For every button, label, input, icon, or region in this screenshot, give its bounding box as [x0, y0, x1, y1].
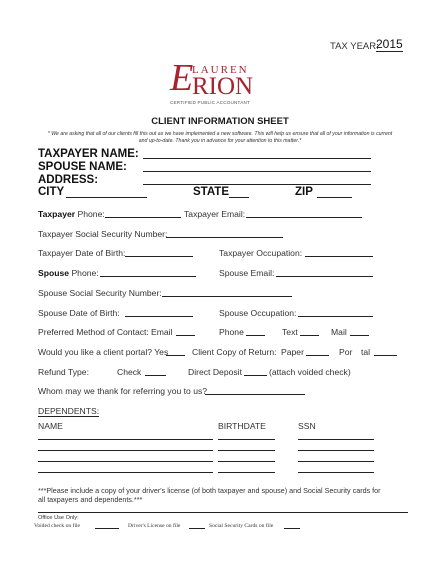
- taxpayer-email-field[interactable]: [246, 217, 362, 218]
- dependents-col-name: NAME: [38, 421, 63, 431]
- sheet-title: CLIENT INFORMATION SHEET: [151, 116, 289, 127]
- notice-line-1: * We are asking that all of our clients fill this out as we have implemented a new software. This will help us ensure that all of your information is current: [47, 131, 393, 137]
- contact-mail-label: Mail: [331, 327, 347, 337]
- dependents-col-ssn: SSN: [298, 421, 316, 431]
- spouse-ssn-field[interactable]: [162, 296, 292, 297]
- notice-line-2: and up-to-date. Thank you in advance for your attention to this matter.*: [138, 138, 302, 144]
- refund-check-field[interactable]: [145, 375, 166, 376]
- state-field[interactable]: [229, 197, 249, 198]
- portal-yes-field[interactable]: [166, 355, 185, 356]
- logo-subtitle: CERTIFIED PUBLIC ACCOUNTANT: [170, 100, 251, 105]
- spouse-bold-label: Spouse: [38, 268, 70, 278]
- footer-note-line-1: ***Please include a copy of your driver's license (of both taxpayer and spouse) and Social Security cards for: [38, 486, 381, 495]
- taxpayer-name-field[interactable]: [143, 158, 371, 159]
- contact-email-label: Email: [151, 327, 173, 337]
- taxpayer-name-label: TAXPAYER NAME:: [38, 148, 139, 160]
- refund-attach-label: (attach voided check): [269, 367, 351, 377]
- dependent-row-3-birthdate[interactable]: [218, 461, 275, 462]
- spouse-phone-label: Phone:: [71, 268, 99, 278]
- state-label: STATE: [193, 186, 229, 198]
- city-label: CITY: [38, 186, 65, 198]
- spouse-email-label: Spouse Email:: [219, 268, 275, 278]
- contact-phone-field[interactable]: [246, 335, 265, 336]
- drivers-license-field[interactable]: [189, 528, 205, 529]
- copy-of-return-label: Client Copy of Return:: [192, 347, 277, 357]
- taxpayer-email-label: Taxpayer Email:: [184, 209, 246, 219]
- address-field[interactable]: [143, 184, 371, 185]
- dependents-heading: DEPENDENTS:: [38, 406, 100, 416]
- spouse-dob-field[interactable]: [125, 316, 193, 317]
- refund-check-label: Check: [117, 367, 142, 377]
- ss-cards-label: Social Security Cards on file: [209, 523, 274, 529]
- spouse-phone-field[interactable]: [100, 276, 196, 277]
- drivers-license-label: Driver's License on file: [128, 523, 181, 529]
- dependent-row-2-ssn[interactable]: [298, 450, 374, 451]
- spouse-email-field[interactable]: [276, 276, 373, 277]
- taxpayer-phone-label: Phone:: [77, 209, 105, 219]
- footer-note-line-2: all taxpayers and dependents.***: [38, 495, 143, 504]
- dependent-row-4-ssn[interactable]: [298, 472, 374, 473]
- dependent-row-1-ssn[interactable]: [298, 439, 374, 440]
- spouse-occupation-label: Spouse Occupation:: [219, 308, 297, 318]
- spouse-phone-row: [38, 268, 99, 278]
- ss-cards-field[interactable]: [284, 528, 300, 529]
- voided-check-field[interactable]: [95, 528, 119, 529]
- contact-email-field[interactable]: [176, 335, 195, 336]
- dependent-row-1-name[interactable]: [38, 439, 213, 440]
- spouse-occupation-field[interactable]: [298, 316, 373, 317]
- dependents-col-birthdate: BIRTHDATE: [218, 421, 266, 431]
- city-field[interactable]: [66, 197, 147, 198]
- dependent-row-1-birthdate[interactable]: [218, 439, 275, 440]
- logo-letter-e: E: [170, 57, 194, 99]
- taxpayer-ssn-field[interactable]: [166, 237, 283, 238]
- dependent-row-3-ssn[interactable]: [298, 461, 374, 462]
- dependent-row-2-birthdate[interactable]: [218, 450, 275, 451]
- tax-year-value: 2015: [376, 37, 403, 51]
- voided-check-label: Voided check on file: [34, 523, 81, 529]
- taxpayer-phone-field[interactable]: [105, 217, 181, 218]
- refund-direct-label: Direct Deposit: [188, 367, 242, 377]
- address-label: ADDRESS:: [38, 174, 99, 186]
- taxpayer-occupation-field[interactable]: [305, 256, 373, 257]
- copy-paper-field[interactable]: [306, 355, 329, 356]
- zip-label: ZIP: [295, 186, 313, 198]
- taxpayer-phone-row: [38, 209, 105, 219]
- copy-portal-label-a: Por: [339, 347, 353, 357]
- contact-mail-field[interactable]: [350, 335, 369, 336]
- copy-portal-label-b: tal: [361, 347, 371, 357]
- spouse-dob-label: Spouse Date of Birth:: [38, 308, 120, 318]
- contact-text-field[interactable]: [300, 335, 319, 336]
- zip-field[interactable]: [317, 197, 352, 198]
- portal-question-label: Would you like a client portal? Yes: [38, 347, 169, 357]
- logo-first-name: LAUREN: [192, 64, 249, 76]
- office-use-divider: [38, 512, 408, 513]
- tax-year-label: TAX YEAR:: [330, 41, 379, 52]
- contact-text-label: Text: [282, 327, 298, 337]
- logo-last-name: RION: [192, 73, 254, 100]
- spouse-name-field[interactable]: [143, 171, 371, 172]
- taxpayer-occupation-label: Taxpayer Occupation:: [219, 248, 303, 258]
- dependent-row-4-birthdate[interactable]: [218, 472, 275, 473]
- dependent-row-4-name[interactable]: [38, 472, 213, 473]
- taxpayer-ssn-label: Taxpayer Social Security Number:: [38, 229, 168, 239]
- refund-type-label: Refund Type:: [38, 367, 89, 377]
- contact-method-label: Preferred Method of Contact:: [38, 327, 149, 337]
- dependent-row-2-name[interactable]: [38, 450, 213, 451]
- office-use-label: Office Use Only:: [38, 515, 79, 521]
- refund-direct-field[interactable]: [244, 375, 267, 376]
- referral-field[interactable]: [205, 394, 305, 395]
- logo: [170, 57, 280, 112]
- taxpayer-bold-label: Taxpayer: [38, 209, 76, 219]
- spouse-ssn-label: Spouse Social Security Number:: [38, 288, 162, 298]
- copy-paper-label: Paper: [281, 347, 304, 357]
- referral-label: Whom may we thank for referring you to us?: [38, 386, 208, 396]
- spouse-name-label: SPOUSE NAME:: [38, 161, 127, 173]
- taxpayer-dob-field[interactable]: [125, 256, 193, 257]
- contact-phone-label: Phone: [219, 327, 244, 337]
- dependent-row-3-name[interactable]: [38, 461, 213, 462]
- copy-portal-field[interactable]: [374, 355, 397, 356]
- taxpayer-dob-label: Taxpayer Date of Birth:: [38, 248, 126, 258]
